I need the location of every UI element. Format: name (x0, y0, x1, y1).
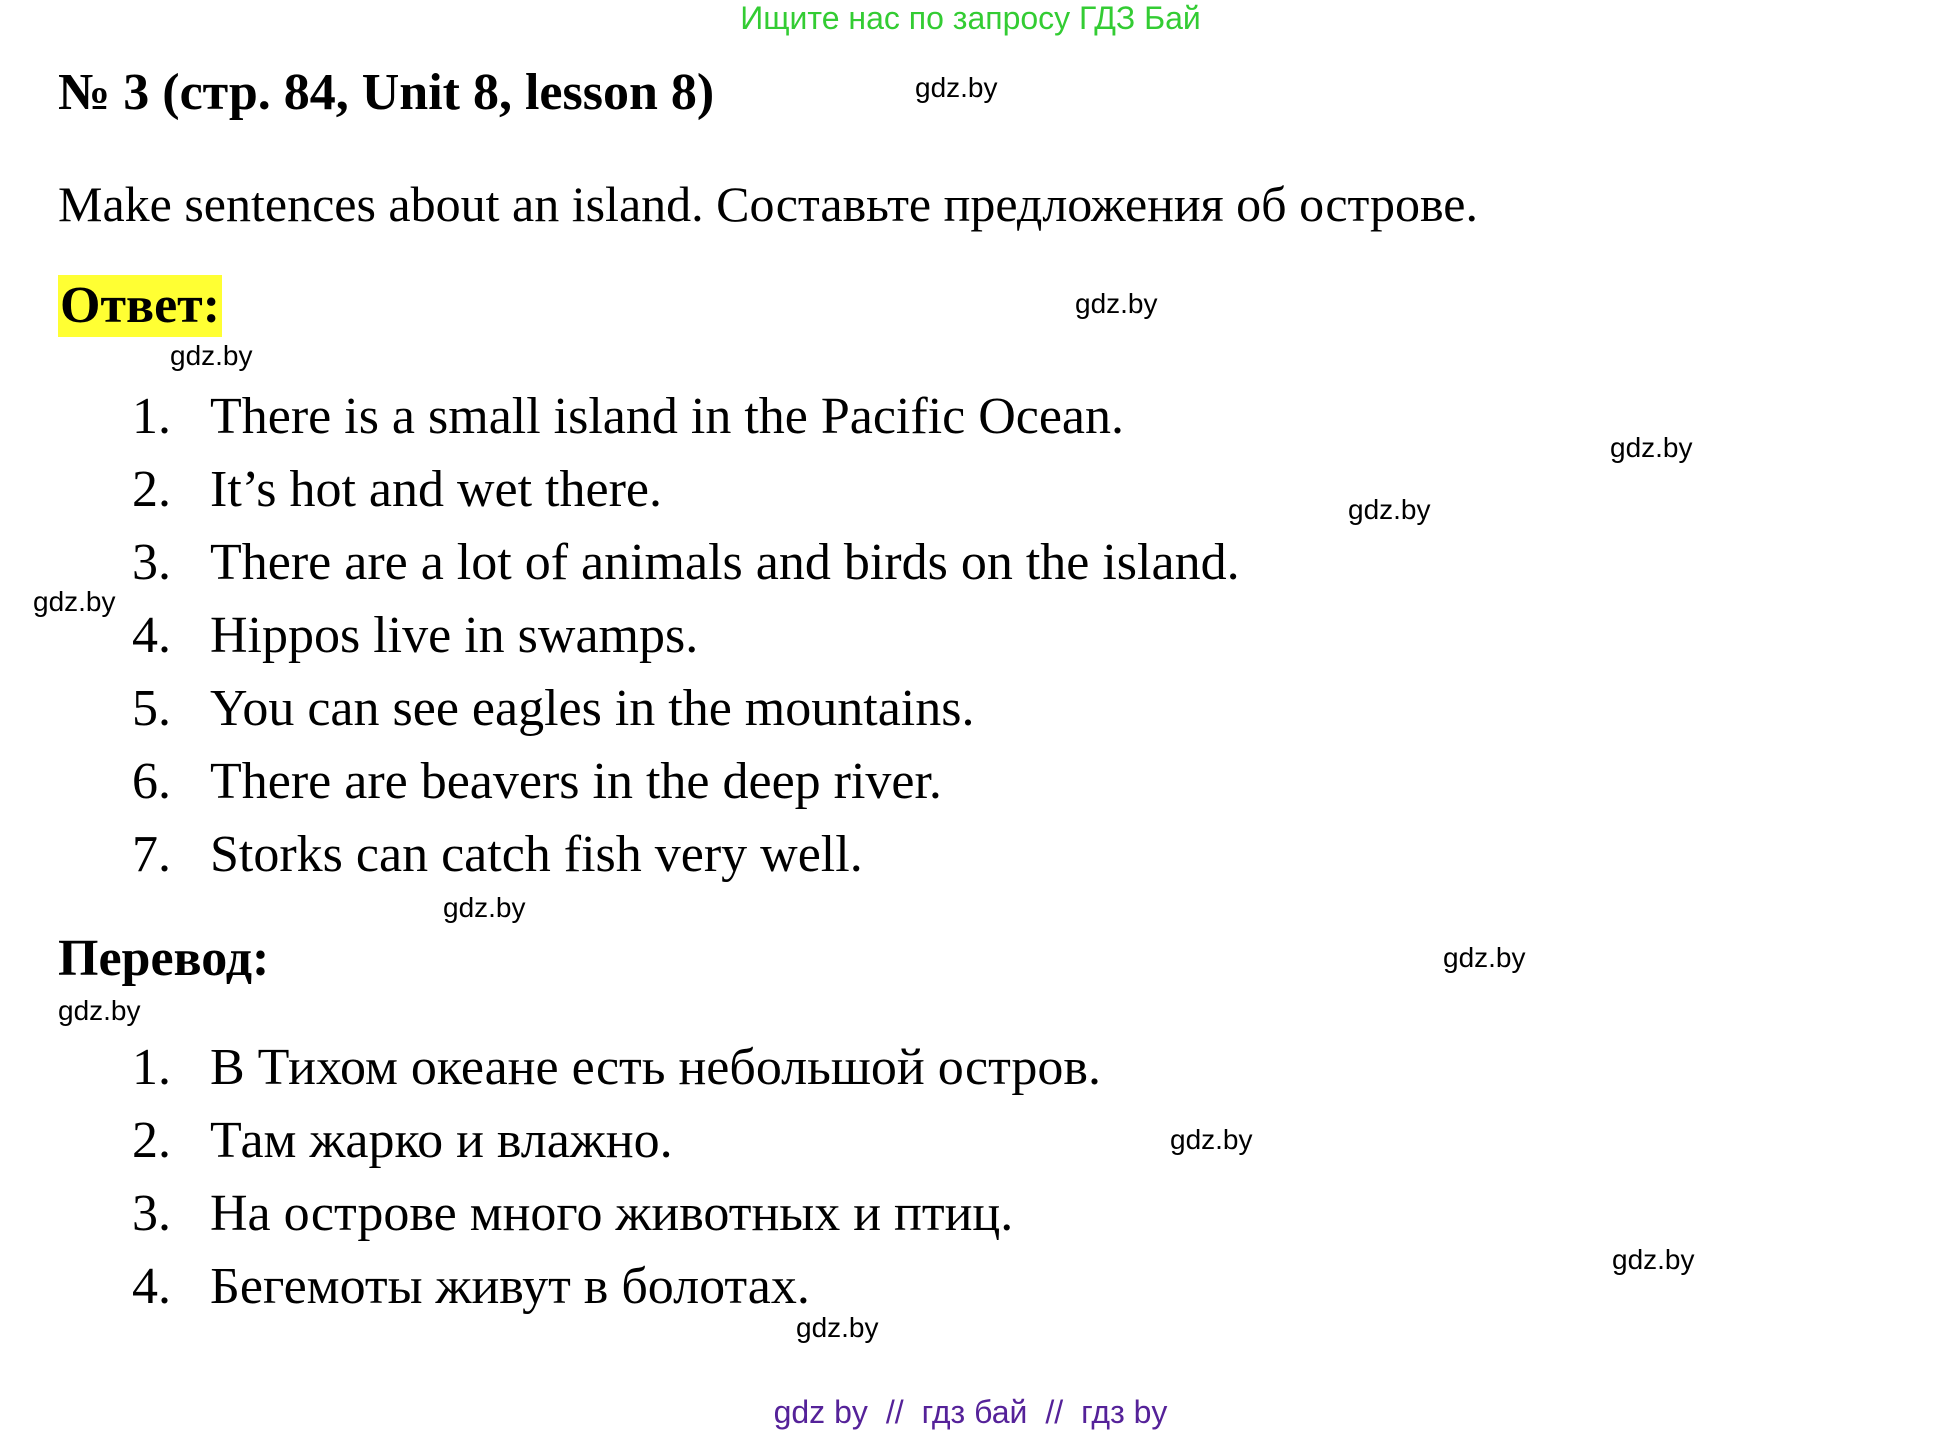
answer-item-5 (132, 677, 974, 741)
answer-item-2 (132, 458, 662, 522)
answer-number: 6. (132, 753, 171, 810)
answer-item-7 (132, 823, 863, 887)
answer-number: 2. (132, 461, 171, 518)
footer-links (0, 1394, 1941, 1430)
answer-item-4 (132, 604, 698, 668)
translation-heading: Перевод: (58, 930, 270, 987)
watermark: gdz.by (58, 995, 141, 1026)
watermark: gdz.by (1612, 1244, 1695, 1275)
watermark: gdz.by (915, 72, 998, 103)
answer-item-1 (132, 385, 1124, 449)
translation-number: 2. (132, 1112, 171, 1169)
answer-text: Storks can catch fish very well. (210, 826, 863, 883)
task-title: № 3 (стр. 84, Unit 8, lesson 8) (58, 64, 715, 121)
translation-text: В Тихом океане есть небольшой остров. (210, 1039, 1101, 1096)
translation-item-2 (132, 1109, 673, 1173)
answer-number: 7. (132, 826, 171, 883)
translation-text: Бегемоты живут в болотах. (210, 1258, 810, 1315)
translation-item-1 (132, 1036, 1101, 1100)
watermark: gdz.by (443, 892, 526, 923)
answer-item-6 (132, 750, 942, 814)
answer-heading: Ответ: (58, 275, 222, 337)
translation-number: 4. (132, 1258, 171, 1315)
answer-text: You can see eagles in the mountains. (210, 680, 975, 737)
answer-text: It’s hot and wet there. (210, 461, 662, 518)
footer-separator: // (1045, 1394, 1064, 1430)
translation-text: Там жарко и влажно. (210, 1112, 673, 1169)
answer-item-3 (132, 531, 1240, 595)
footer-link-gdz-by-cyr[interactable]: гдз by (1081, 1394, 1168, 1430)
footer-link-gdz-by[interactable]: gdz by (773, 1394, 868, 1430)
watermark: gdz.by (1443, 942, 1526, 973)
answer-text: There are a lot of animals and birds on the island. (210, 534, 1240, 591)
top-banner: Ищите нас по запросу ГДЗ Бай (740, 0, 1201, 36)
answer-text: There is a small island in the Pacific Ocean. (210, 388, 1125, 445)
answer-number: 5. (132, 680, 171, 737)
footer-link-gdz-bai[interactable]: гдз бай (921, 1394, 1028, 1430)
task-instruction: Make sentences about an island. Составьте предложения об острове. (58, 176, 1478, 232)
watermark: gdz.by (33, 586, 116, 617)
footer-separator: // (885, 1394, 904, 1430)
watermark: gdz.by (1348, 494, 1431, 525)
watermark: gdz.by (170, 340, 253, 371)
translation-number: 3. (132, 1185, 171, 1242)
translation-text: На острове много животных и птиц. (210, 1185, 1014, 1242)
answer-number: 1. (132, 388, 171, 445)
watermark: gdz.by (1170, 1124, 1253, 1155)
watermark: gdz.by (796, 1312, 879, 1343)
answer-text: Hippos live in swamps. (210, 607, 699, 664)
watermark: gdz.by (1610, 432, 1693, 463)
answer-text: There are beavers in the deep river. (210, 753, 942, 810)
translation-item-3 (132, 1182, 1013, 1246)
translation-number: 1. (132, 1039, 171, 1096)
answer-number: 4. (132, 607, 171, 664)
watermark: gdz.by (1075, 288, 1158, 319)
translation-item-4 (132, 1255, 810, 1319)
answer-number: 3. (132, 534, 171, 591)
